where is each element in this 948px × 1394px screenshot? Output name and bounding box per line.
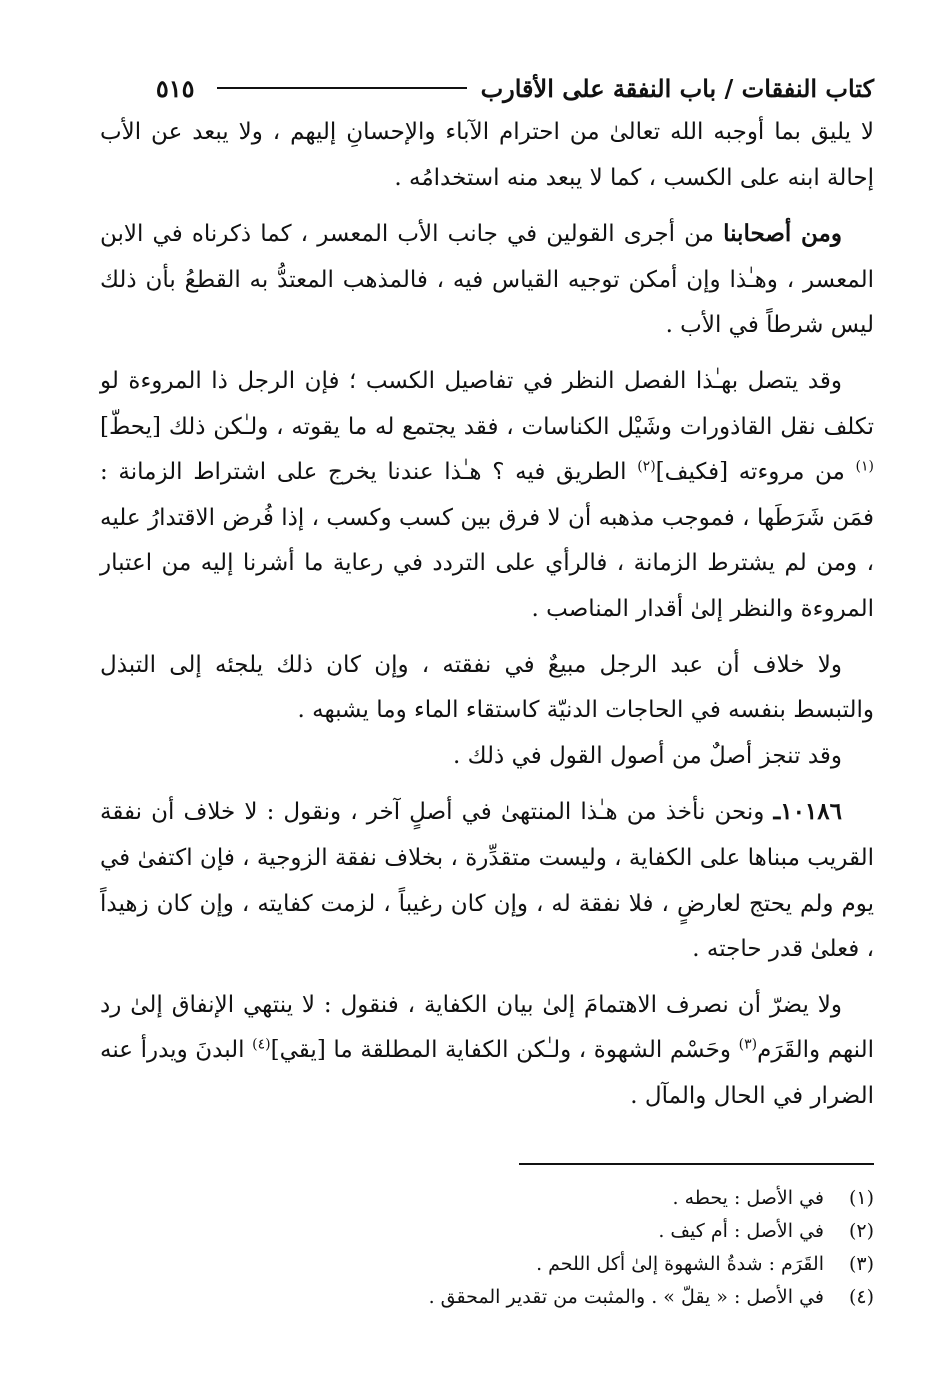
footnote-text: القَرَم : شدةُ الشهوة إلىٰ أكل اللحم . — [536, 1253, 824, 1276]
paragraph-5: وقد تنجز أصلٌ من أصول القول في ذلك . — [453, 742, 842, 769]
paragraph-3-text-c: الطريق فيه ؟ هـٰذا عندنا يخرج على اشتراط الزمانة : فمَن شَرَطَها ، فموجب مذهبه أن لا فرق بين كسب وكسب ، إذا فُرض الاقتدارُ عليه ، ومن لم يشترط الزمانة ، فالرأي على التردد في رعاية ما أشرنا إليه من اعتبار المروءة والنظر إلىٰ أقدار المناصب . — [100, 459, 874, 622]
paragraph-6-text: ونحن نأخذ من هـٰذا المنتهىٰ في أصلٍ آخر ، ونقول : لا خلاف أن نفقة القريب مبناها على الكفاية ، وليست متقدِّرة ، بخلاف نفقة الزوجية ، فإن اكتفىٰ في يوم ولم يحتج لعارضٍ ، فلا نفقة له ، وإن كان رغيباً ، لزمت كفايته ، وإن كان زهيداً ، فعلىٰ قدر حاجته . — [100, 799, 874, 963]
paragraph-1: لا يليق بما أوجبه الله تعالىٰ من احترام الآباء والإحسانِ إليهم ، ولا يبعد عن الأب إحالة ابنه على الكسب ، كما لا يبعد منه استخدامُه . — [100, 119, 874, 191]
paragraph-3-text-b: من مروءته [فكيف] — [655, 459, 856, 486]
footnote-4 — [100, 1286, 874, 1319]
page-number: ٥١٥ — [155, 73, 195, 103]
running-header — [100, 66, 874, 110]
footnote-ref-1[interactable]: (١) — [855, 458, 874, 475]
paragraph-3 — [100, 359, 874, 633]
footnote-number: (١) — [848, 1187, 874, 1210]
footnote-ref-3[interactable]: (٣) — [738, 1036, 758, 1053]
paragraph-2-text: من أجرى القولين في جانب الأب المعسر ، كما ذكرناه في الابن المعسر ، وهـٰذا وإن أمكن توجيه القياس فيه ، فالمذهب المعتدُّ به القطعُ بأن ذلك ليس شرطاً في الأب . — [100, 221, 874, 339]
paragraph-7-text-b: وحَسْم الشهوة ، ولـٰكن الكفاية المطلقة ما [يقي] — [270, 1037, 739, 1064]
header-rule — [217, 87, 467, 89]
footnote-1 — [100, 1187, 874, 1220]
footnote-3 — [100, 1253, 874, 1286]
paragraph-7 — [100, 983, 874, 1120]
paragraph-3-text-a: وقد يتصل بهـٰذا الفصل النظر في تفاصيل الكسب ؛ فإن الرجل ذا المروءة لو تكلف نقل القاذورات وشَيْل الكناسات ، فقد يجتمع له ما يقوته ، ولـٰكن ذلك [يحطّ] — [100, 367, 874, 440]
footnotes — [100, 1187, 874, 1319]
section-number: ١٠١٨٦ـ — [773, 798, 842, 826]
footnote-text: في الأصل : يحطه . — [672, 1187, 824, 1210]
footnote-ref-4[interactable]: (٤) — [252, 1036, 271, 1053]
paragraph-6 — [100, 789, 874, 972]
footnote-text: في الأصل : أم كيف . — [658, 1220, 824, 1243]
footnote-2 — [100, 1220, 874, 1253]
paragraph-2 — [100, 211, 874, 349]
footnote-ref-2[interactable]: (٢) — [637, 458, 656, 475]
paragraph-7-text-c: البدنَ ويدرأ عنه الضرار في الحال والمآل . — [100, 1037, 874, 1109]
footnote-divider — [519, 1163, 874, 1165]
emphasis-ashabuna: ومن أصحابنا — [723, 220, 842, 248]
paragraph-7-text-a: ولا يضرّ أن نصرف الاهتمامَ إلىٰ بيان الكفاية ، فنقول : لا ينتهي الإنفاق إلىٰ رد النهم والقَرَم — [100, 991, 874, 1064]
footnote-number: (٣) — [848, 1253, 874, 1276]
paragraph-4: ولا خلاف أن عبد الرجل مبيعٌ في نفقته ، وإن كان ذلك يلجئه إلى التبذل والتبسط بنفسه في الحاجات الدنيّة كاستقاء الماء وما يشبهه . — [100, 651, 874, 724]
running-title: كتاب النفقات / باب النفقة على الأقارب — [480, 73, 874, 103]
footnote-number: (٢) — [848, 1220, 874, 1243]
footnote-text: في الأصل : « يقلّ » . والمثبت من تقدير المحقق . — [428, 1286, 824, 1309]
footnote-number: (٤) — [848, 1286, 874, 1309]
main-text — [100, 110, 874, 1119]
